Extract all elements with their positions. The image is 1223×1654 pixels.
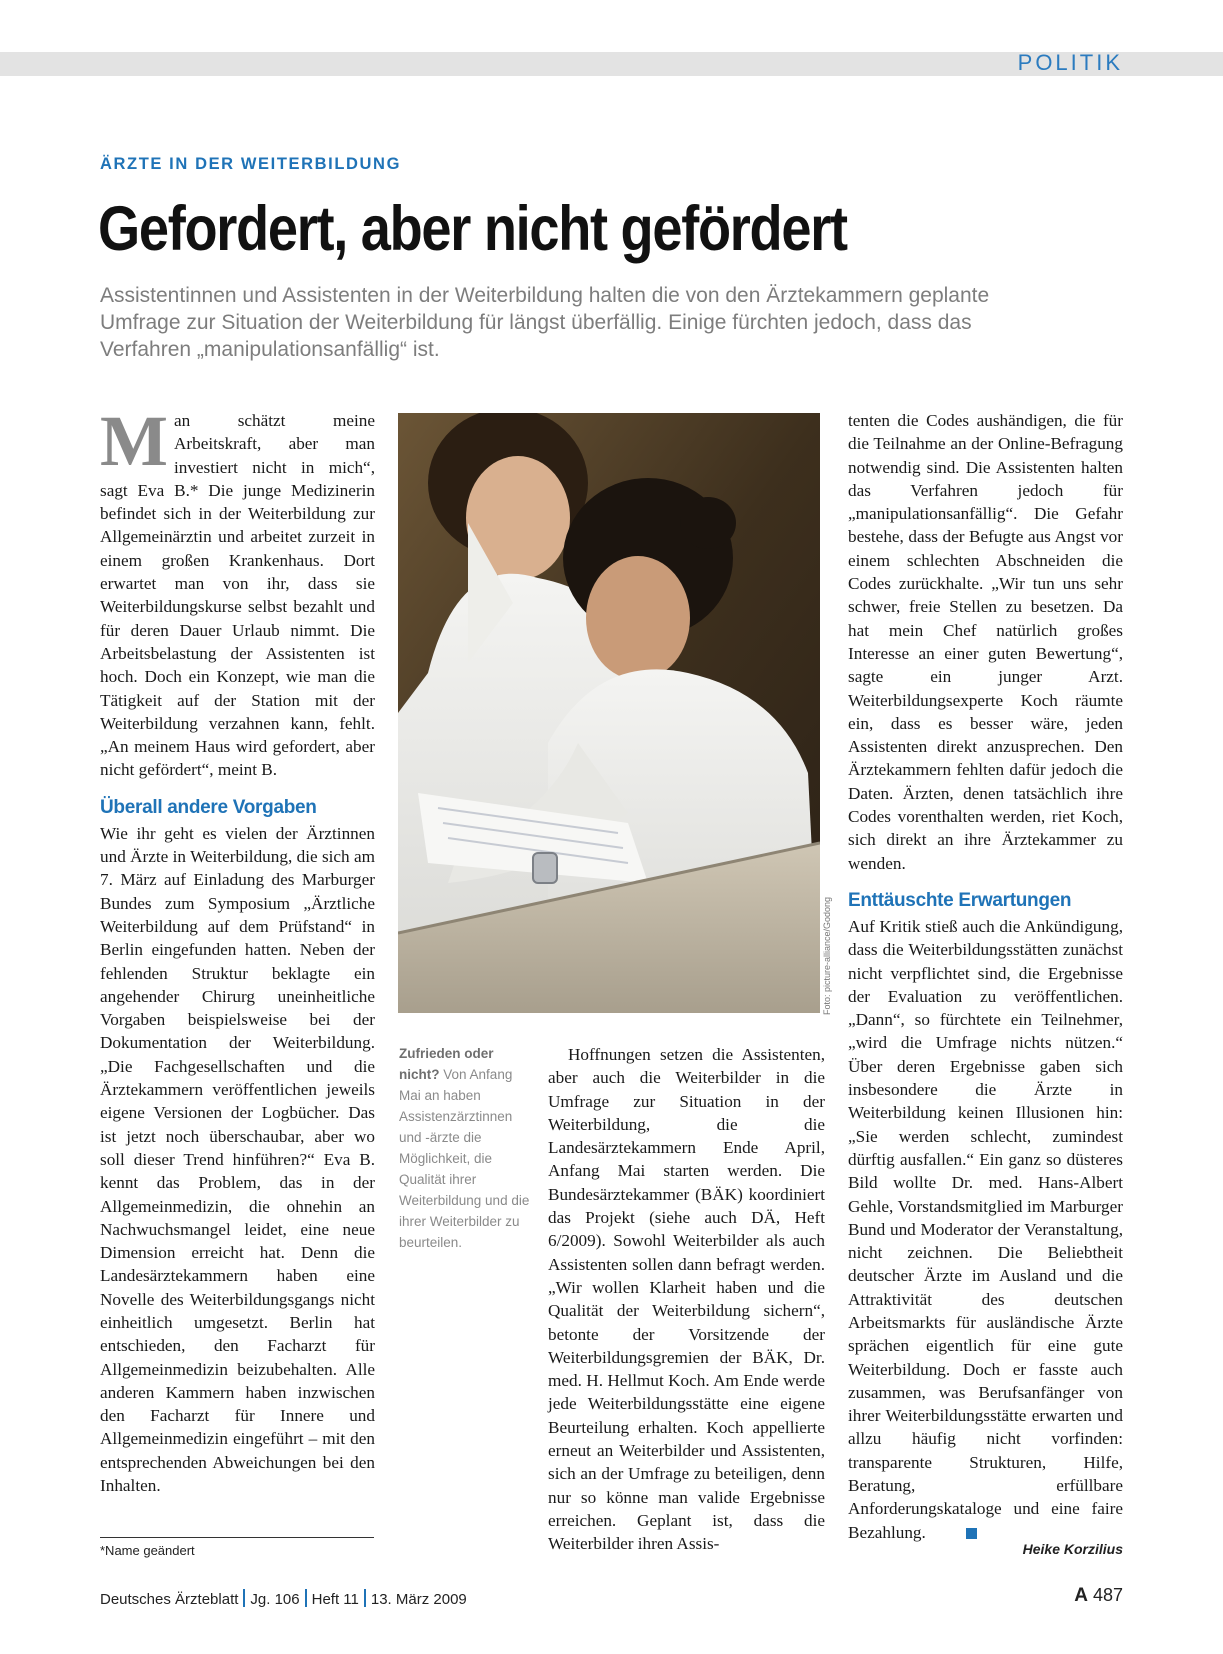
drop-cap: M bbox=[100, 401, 168, 481]
article-photo bbox=[398, 413, 820, 1013]
article-column-2 bbox=[548, 1043, 825, 1556]
page-number bbox=[1074, 1585, 1123, 1607]
footer-date: 13. März 2009 bbox=[370, 1591, 467, 1608]
subhead-ueberall: Überall andere Vorgaben bbox=[100, 796, 317, 818]
paragraph-5-text: Auf Kritik stieß auch die Ankündigung, dass die Weiterbildungsstätten zunächst nicht verpflichtet sind, die Ergebnisse der Evaluation zu veröffentlichen. „Dann“, so fürchtete ein Teilnehmer, „wird die Umfrage nichts nützen.“ Über deren Ergebnisse gaben sich insbesondere die Ärzte in Weiterbildung keinen Illusionen hin: „Sie werden schlecht, zumindest dürftig ausfallen.“ Ein ganz so düsteres Bild wollte Dr. med. Hans-Albert Gehle, Vorstandsmitglied im Marburger Bund und Moderator der Veranstaltung, nicht zeichnen. Die Beliebtheit deutscher Ärzte im Ausland und die Attraktivität des deutschen Arbeitsmarkts für ausländische Ärzte sprächen eigentlich für eine gute Weiterbildung. Doch er fasste auch zusammen, was Berufsanfänger von ihrer Weiterbildungsstätte erwarten und allzu häufig nicht vorfinden: transparente Strukturen, Hilfe, Beratung, erfüllbare Anforderungskataloge und eine faire Bezahlung. bbox=[848, 916, 1123, 1542]
footer-separator bbox=[305, 1589, 307, 1607]
caption-title: Zufrieden oder nicht? bbox=[399, 1046, 494, 1082]
page-prefix: A bbox=[1074, 1585, 1088, 1606]
author-name: Heike Korzilius bbox=[1022, 1541, 1123, 1557]
paragraph-intro-text: an schätzt meine Arbeitskraft, aber man investiert nicht in mich“, sagt Eva B.* Die junge Medizinerin befindet sich in der Weiterbildung zur Allgemeinärztin und arbeitet zurzeit in einem großen Krankenhaus. Dort erwartet man von ihr, dass sie Weiterbildungskurse selbst bezahlt und für deren Dauer Urlaub nimmt. Die Arbeitsbelastung der Assistenten ist hoch. Doch ein Konzept, wie man die Tätigkeit auf der Station mit der Weiterbildung verzahnen kann, fehlt. „An meinem Haus wird gefordert, aber nicht gefördert“, meint B. bbox=[100, 411, 375, 780]
page-number-value: 487 bbox=[1092, 1585, 1123, 1605]
subhead-enttaeuschte: Enttäuschte Erwartungen bbox=[848, 889, 1072, 911]
paragraph-intro bbox=[100, 401, 375, 782]
photo-caption bbox=[399, 1043, 536, 1253]
article-kicker: ÄRZTE IN DER WEITERBILDUNG bbox=[100, 155, 402, 173]
paragraph-2: Wie ihr geht es vielen der Ärztinnen und Ärzte in Weiterbildung, die sich am 7. März auf Einladung des Marburger Bundes zum Symposium „Ärztliche Weiterbildung auf dem Prüfstand“ in Berlin eingefunden hatten. Neben der fehlenden Struktur beklagte ein angehender Chirurg uneinheitliche Vorgaben beispielsweise bei der Dokumentation der Weiterbildung. „Die Fachgesellschaften und die Ärztekammern veröffentlichen jeweils eigene Versionen der Logbücher. Das ist jetzt noch überschaubar, aber wo soll dieser Trend hinführen?“ Eva B. kennt das Problem, das in der Allgemeinmedizin, die ohnehin an Nachwuchsmangel leidet, eine neue Dimension erreicht hat. Denn die Landesärztekammern haben eine Novelle des Weiterbildungsgangs nicht einheitlich umgesetzt. Berlin hat entschieden, den Facharzt für Allgemeinmedizin beizubehalten. Alle anderen Kammern haben inzwischen den Facharzt für Innere und Allgemeinmedizin eingeführt – mit den entsprechenden Abweichungen bei den Inhalten. bbox=[100, 823, 375, 1496]
article-deck: Assistentinnen und Assistenten in der Weiterbildung halten die von den Ärztekammern geplante Umfrage zur Situation der Weiterbildung für längst überfällig. Einige fürchten jedoch, dass das Verfahren „manipulationsanfällig“ ist. bbox=[100, 284, 990, 361]
paragraph-3: Hoffnungen setzen die Assistenten, aber auch die Weiterbilder in die Umfrage zur Situation in der Weiterbildung, die die Landesärztekammern Ende April, Anfang Mai starten werden. Die Bundesärztekammer (BÄK) koordiniert das Projekt (siehe auch DÄ, Heft 6/2009). Sowohl Weiterbilder als auch Assistenten sollen dann befragt werden. „Wir wollen Klarheit haben und die Qualität der Weiterbildung sichern“, betonte der Vorsitzende der Weiterbildungsgremien der BÄK, Dr. med. H. Hellmut Koch. Am Ende werde jede Weiterbildungsstätte eine eigene Beurteilung erhalten. Koch appellierte erneut an Weiterbilder und Assistenten, sich an der Umfrage zu beteiligen, denn nur so könne man valide Ergebnisse erreichen. Geplant ist, dass die Weiterbilder ihren Assis- bbox=[548, 1045, 825, 1554]
footer-separator bbox=[243, 1589, 245, 1607]
photo-illustration bbox=[398, 413, 820, 1013]
page-footer bbox=[100, 1589, 467, 1608]
section-label: POLITIK bbox=[1017, 50, 1123, 75]
paragraph-5 bbox=[848, 915, 1123, 1544]
article-column-3 bbox=[848, 409, 1123, 1544]
article-column-1 bbox=[100, 401, 375, 1497]
article-headline: Gefordert, aber nicht gefördert bbox=[98, 194, 847, 264]
footer-publication: Deutsches Ärzteblatt bbox=[100, 1591, 239, 1608]
paragraph-4: tenten die Codes aushändigen, die für die Teilnahme an der Online-Befragung notwendig sind. Die Assistenten halten das Verfahren jedoch für „manipulationsanfällig“. Die Gefahr bestehe, dass der Befugte aus Angst vor einem schlechten Abschneiden die Codes zurückhalte. „Wir tun uns sehr schwer, freie Stellen zu besetzen. Da hat mein Chef natürlich großes Interesse an einer guten Bewertung“, sagte ein junger Arzt. Weiterbildungsexperte Koch räumte ein, dass es besser wäre, jeden Assistenten direkt anzusprechen. Den Ärztekammern fehlten dafür jedoch die Daten. Ärzten, denen tatsächlich ihre Codes vorenthalten werden, riet Koch, sich direkt an ihre Ärztekammer zu wenden. bbox=[848, 411, 1123, 873]
photo-credit-text: Foto: picture-alliance/Godong bbox=[822, 896, 832, 1015]
footer-volume: Jg. 106 bbox=[250, 1591, 300, 1608]
caption-text: Von Anfang Mai an haben Assistenzärztinnen und -ärzte die Möglichkeit, die Qualität ihrer Weiterbildung und die ihrer Weiterbilder zu beurteilen. bbox=[399, 1067, 530, 1250]
end-mark-icon bbox=[966, 1528, 977, 1539]
footer-separator bbox=[364, 1589, 366, 1607]
footer-issue: Heft 11 bbox=[311, 1591, 359, 1608]
footnote-divider bbox=[100, 1537, 374, 1538]
footnote: *Name geändert bbox=[100, 1543, 195, 1558]
photo-credit bbox=[822, 896, 836, 1015]
